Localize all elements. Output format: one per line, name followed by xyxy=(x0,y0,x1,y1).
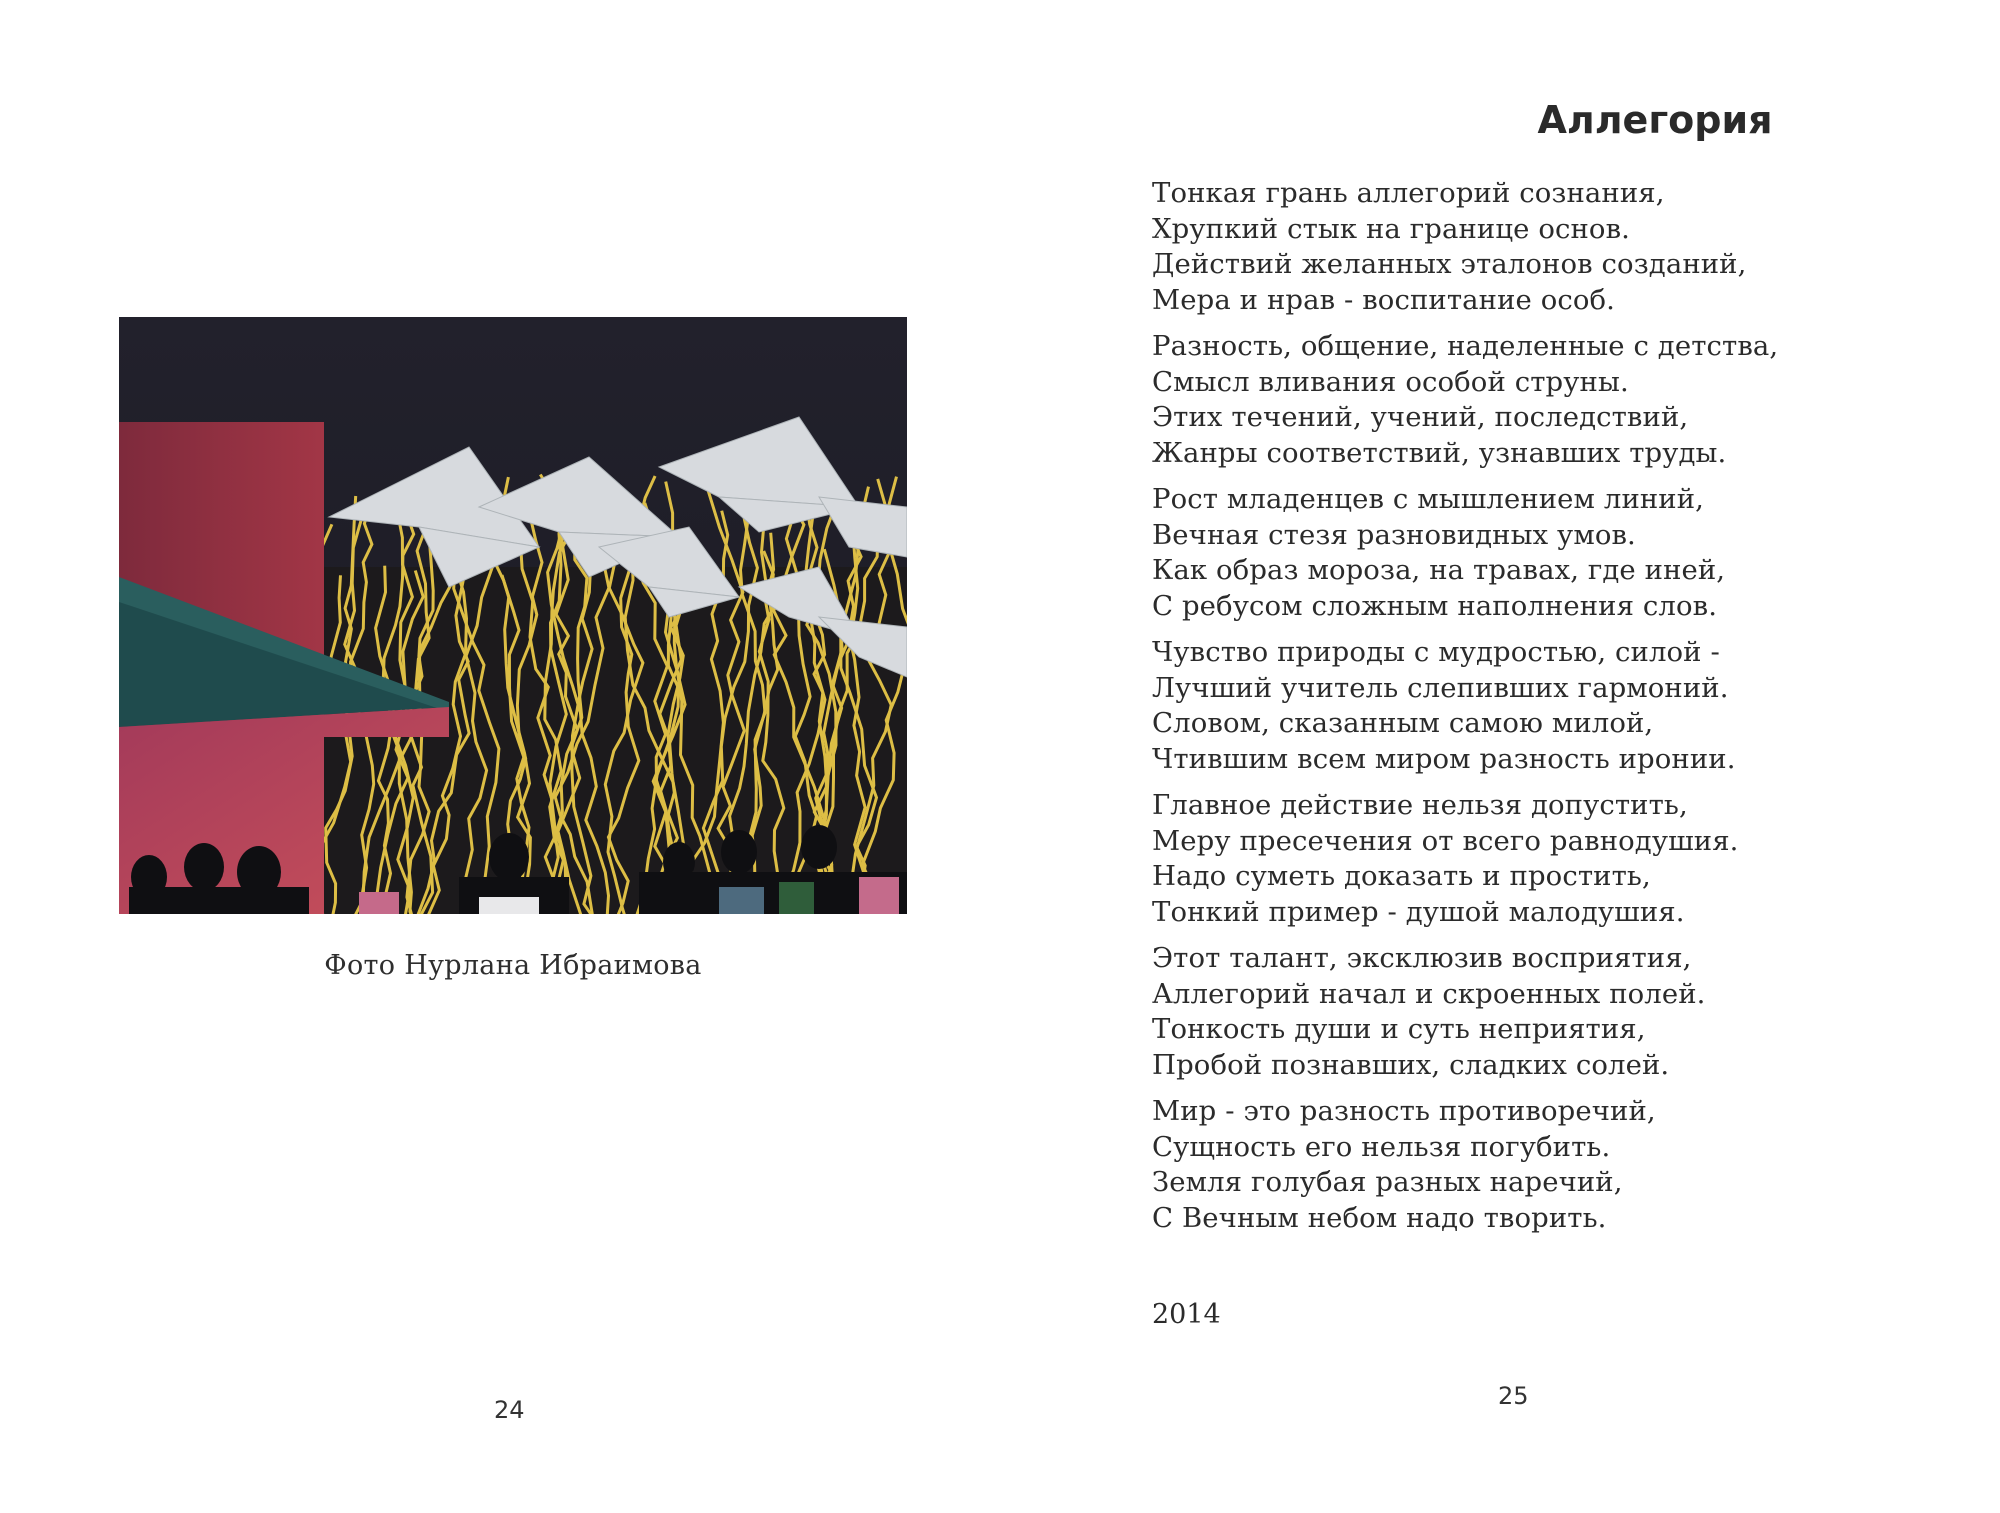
stanza xyxy=(1152,1094,1972,1236)
poem-line: Меру пресечения от всего равнодушия. xyxy=(1152,824,1739,857)
poem-year: 2014 xyxy=(1152,1299,1221,1330)
poem-line: Пробой познавших, сладких солей. xyxy=(1152,1048,1670,1081)
poem-line: Надо суметь доказать и простить, xyxy=(1152,860,1651,892)
poem-line: Словом, сказанным самою милой, xyxy=(1152,707,1654,739)
poem-line: С Вечным небом надо творить. xyxy=(1152,1201,1607,1234)
poem-line: Как образ мороза, на травах, где иней, xyxy=(1152,554,1726,586)
poem-line: Тонкий пример - душой малодушия. xyxy=(1152,895,1685,928)
poem-title: Аллегория xyxy=(1537,98,1773,142)
photo-caption: Фото Нурлана Ибраимова xyxy=(324,950,702,981)
stanza xyxy=(1152,176,1972,318)
poem-line: Жанры соответствий, узнавших труды. xyxy=(1152,436,1727,469)
poem-line: Хрупкий стык на границе основ. xyxy=(1152,212,1631,245)
stanza xyxy=(1152,788,1972,930)
poem-line: Мера и нрав - воспитание особ. xyxy=(1152,283,1616,316)
poem-line: Действий желанных эталонов созданий, xyxy=(1152,248,1747,280)
right-page xyxy=(1000,0,2000,1513)
poem-line: Главное действие нельзя допустить, xyxy=(1152,789,1688,821)
poem-line: Тонкость души и суть неприятия, xyxy=(1152,1013,1646,1045)
poem-line: Смысл вливания особой струны. xyxy=(1152,365,1629,398)
poem-line: Этот талант, эксклюзив восприятия, xyxy=(1152,942,1692,974)
poem-line: Тонкая грань аллегорий сознания, xyxy=(1152,177,1665,209)
poem-line: С ребусом сложным наполнения слов. xyxy=(1152,589,1718,622)
poem-line: Чтившим всем миром разность иронии. xyxy=(1152,742,1736,775)
poem-line: Мир - это разность противоречий, xyxy=(1152,1095,1656,1127)
stanza xyxy=(1152,329,1972,471)
page-number-left: 24 xyxy=(494,1396,525,1424)
poem-line: Рост младенцев с мышлением линий, xyxy=(1152,483,1705,515)
poem-line: Лучший учитель слепивших гармоний. xyxy=(1152,671,1729,704)
page-number-right: 25 xyxy=(1498,1382,1529,1410)
stanza xyxy=(1152,635,1972,777)
exhibition-photo xyxy=(119,317,907,914)
stanza xyxy=(1152,941,1972,1083)
poem-body xyxy=(1152,176,1972,1247)
poem-line: Аллегорий начал и скроенных полей. xyxy=(1152,977,1706,1010)
stanza xyxy=(1152,482,1972,624)
poem-line: Земля голубая разных наречий, xyxy=(1152,1166,1623,1198)
poem-line: Этих течений, учений, последствий, xyxy=(1152,401,1689,433)
exhibition-photo-illustration xyxy=(119,317,907,914)
poem-line: Разность, общение, наделенные с детства, xyxy=(1152,330,1779,362)
poem-line: Чувство природы с мудростью, силой - xyxy=(1152,636,1720,668)
poem-line: Вечная стезя разновидных умов. xyxy=(1152,518,1636,551)
poem-line: Сущность его нельзя погубить. xyxy=(1152,1130,1611,1163)
